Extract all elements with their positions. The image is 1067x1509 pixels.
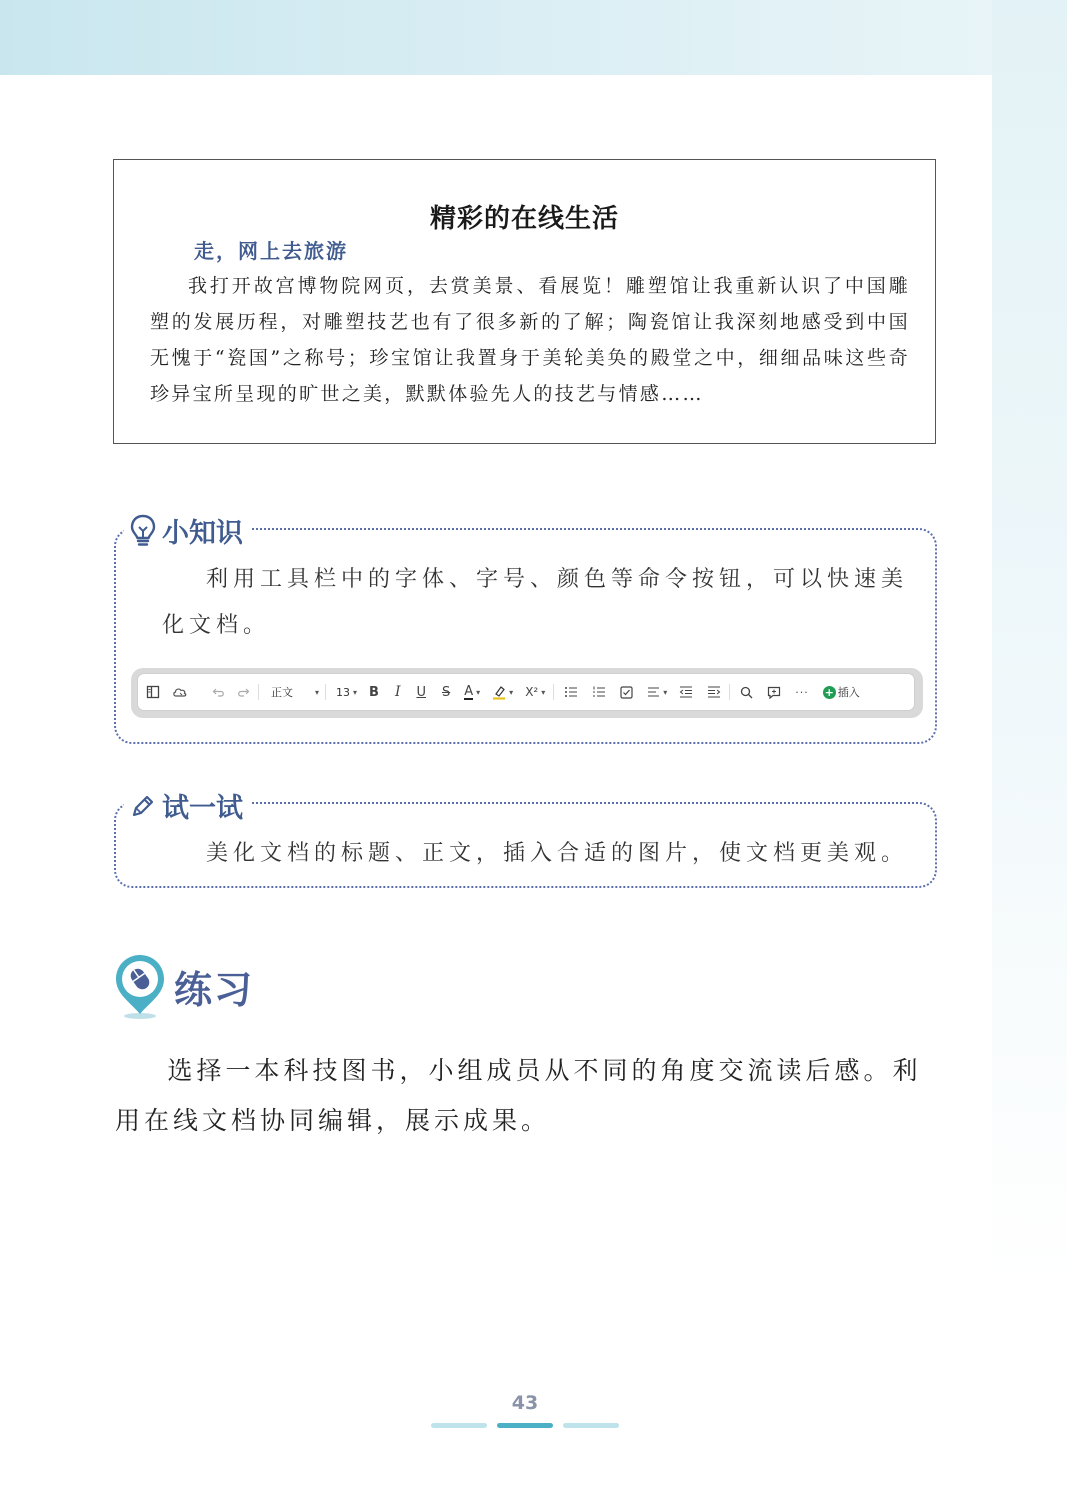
checkbox-icon[interactable] <box>620 681 633 703</box>
outline-icon[interactable] <box>146 681 160 703</box>
italic-button[interactable]: I <box>394 684 401 700</box>
sample-document-frame <box>113 159 936 444</box>
try-it-text: 美化文档的标题、正文，插入合适的图片，使文档更美观。 <box>206 841 909 866</box>
align-left-icon <box>647 686 660 698</box>
undo-icon[interactable] <box>212 681 226 703</box>
right-decor-band <box>992 0 1067 1509</box>
pager-bar-left <box>431 1423 487 1428</box>
toolbar-divider <box>729 684 730 700</box>
align-dropdown[interactable] <box>647 681 667 703</box>
knowledge-tip-text: 利用工具栏中的字体、字号、颜色等命令按钮，可以快速美化文档。 <box>162 567 909 638</box>
toolbar-divider <box>553 684 554 700</box>
page-number: 43 <box>511 1392 539 1414</box>
font-color-letter: A <box>464 683 474 699</box>
practice-text: 选择一本科技图书，小组成员从不同的角度交流读后感。利用在线文档协同编辑，展示成果。 <box>115 1056 922 1135</box>
toolbar-divider <box>325 684 326 700</box>
comment-icon[interactable] <box>767 681 781 703</box>
underline-button[interactable]: U <box>416 684 426 700</box>
chevron-down-icon: ▾ <box>314 687 319 697</box>
highlight-button[interactable] <box>492 681 513 703</box>
redo-icon[interactable] <box>236 681 250 703</box>
try-it-title: 试一试 <box>162 793 243 824</box>
bullet-list-icon[interactable] <box>564 681 578 703</box>
knowledge-tip-title: 小知识 <box>162 518 243 549</box>
chevron-down-icon: ▾ <box>353 687 358 697</box>
knowledge-tip-heading <box>124 511 251 550</box>
pager-bar-active <box>497 1423 553 1428</box>
try-it-heading <box>124 786 251 825</box>
superscript-label: X² <box>525 685 539 699</box>
editor-toolbar <box>137 673 915 711</box>
paragraph-style-dropdown[interactable] <box>271 681 319 703</box>
practice-title: 练习 <box>174 967 255 1012</box>
insert-button[interactable] <box>823 681 860 703</box>
chevron-down-icon: ▾ <box>476 687 481 697</box>
top-decor-band <box>0 0 1067 75</box>
strikethrough-button[interactable]: S <box>441 684 451 700</box>
highlighter-icon <box>492 685 506 700</box>
numbered-list-icon[interactable] <box>592 681 606 703</box>
document-subtitle: 走，网上去旅游 <box>194 239 348 263</box>
pencil-icon <box>130 793 156 819</box>
decrease-indent-icon[interactable] <box>679 681 693 703</box>
more-options-button[interactable]: ··· <box>795 685 809 699</box>
document-title: 精彩的在线生活 <box>429 204 619 234</box>
mouse-pin-icon <box>112 952 168 1020</box>
font-size-value: 13 <box>336 685 350 699</box>
plus-icon: + <box>824 685 834 699</box>
toolbar-divider <box>258 684 259 700</box>
paragraph-style-value: 正文 <box>271 686 293 699</box>
search-icon[interactable] <box>740 681 753 703</box>
chevron-down-icon: ▾ <box>509 687 514 697</box>
chevron-down-icon: ▾ <box>663 687 668 697</box>
chevron-down-icon: ▾ <box>541 687 546 697</box>
toolbar-frame <box>131 668 923 718</box>
increase-indent-icon[interactable] <box>707 681 721 703</box>
practice-heading <box>112 952 254 1020</box>
font-size-dropdown[interactable] <box>336 681 357 703</box>
document-body: 我打开故宫博物院网页，去赏美景、看展览！雕塑馆让我重新认识了中国雕塑的发展历程，对雕塑技艺也有了很多新的了解；陶瓷馆让我深刻地感受到中国无愧于“瓷国”之称号；珍宝馆让我置身于美轮美奂的殿堂之中，细细品味这些奇珍异宝所呈现的旷世之美，默默体验先人的技艺与情感…… <box>150 275 910 405</box>
font-color-button[interactable] <box>464 681 480 703</box>
bold-button[interactable]: B <box>369 684 379 700</box>
lightbulb-icon <box>130 514 156 548</box>
superscript-button[interactable] <box>525 681 545 703</box>
insert-label: 插入 <box>837 686 860 699</box>
pager-bar-right <box>563 1423 619 1428</box>
cloud-sync-icon[interactable] <box>172 681 188 703</box>
